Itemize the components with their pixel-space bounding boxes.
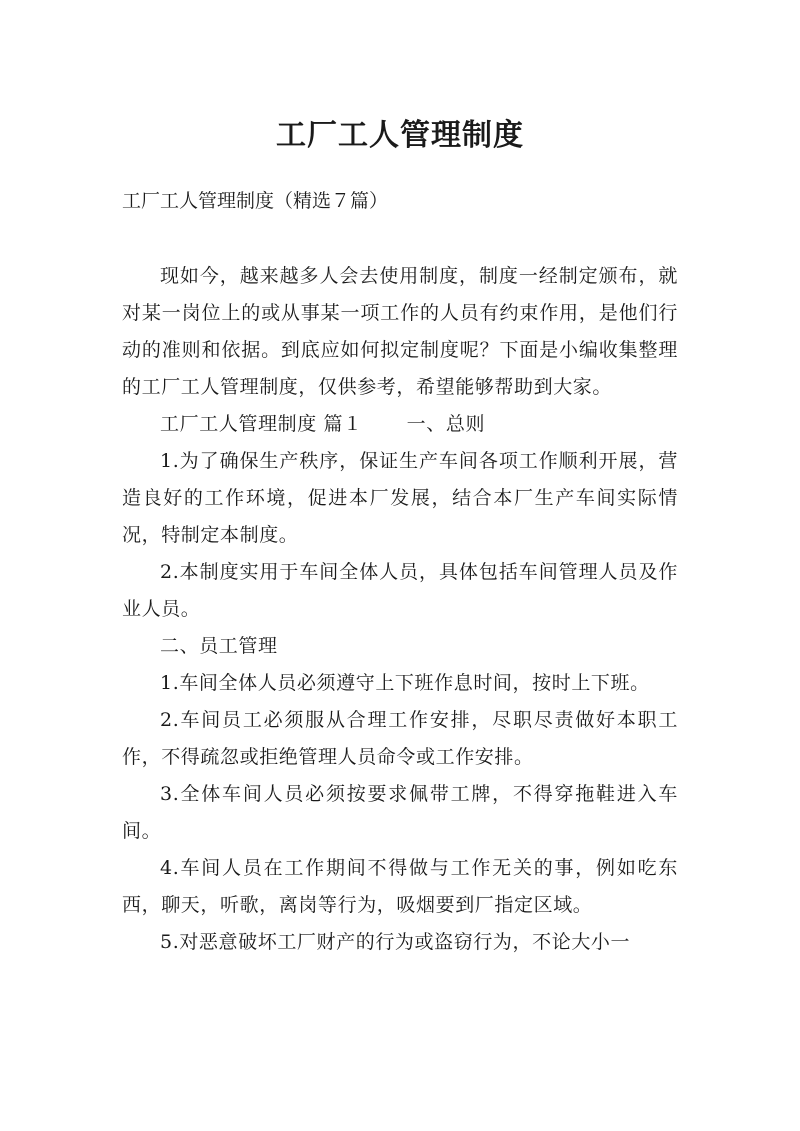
section-2-item-1: 1.车间全体人员必须遵守上下班作息时间，按时上下班。: [160, 672, 650, 694]
chapter-heading-line: [122, 406, 678, 443]
document-body: [122, 258, 678, 961]
section-2-heading: 二、员工管理: [160, 635, 278, 657]
section-1-item-1: 1.为了确保生产秩序，保证生产车间各项工作顺利开展，营造良好的工作环境，促进本厂发展，结合本厂生产车间实际情况，特制定本制度。: [122, 450, 678, 546]
section-2-item-2: 2.车间员工必须服从合理工作安排，尽职尽责做好本职工作，不得疏忽或拒绝管理人员命令或工作安排。: [122, 709, 678, 768]
document-title: 工厂工人管理制度: [276, 118, 524, 154]
chapter-label: 工厂工人管理制度 篇１: [160, 413, 363, 435]
intro-paragraph: 现如今，越来越多人会去使用制度，制度一经制定颁布，就对某一岗位上的或从事某一项工作的人员有约束作用，是他们行动的准则和依据。到底应如何拟定制度呢？下面是小编收集整理的工厂工人管理制度，仅供参考，希望能够帮助到大家。: [122, 265, 678, 398]
section-2-item-4: 4.车间人员在工作期间不得做与工作无关的事，例如吃东西，聊天，听歌，离岗等行为，吸烟要到厂指定区域。: [122, 857, 678, 916]
section-2-item-3: 3.全体车间人员必须按要求佩带工牌，不得穿拖鞋进入车间。: [122, 783, 678, 842]
section-2-item-5: 5.对恶意破坏工厂财产的行为或盗窃行为，不论大小一: [160, 931, 631, 953]
section-1-heading: 一、总则: [406, 413, 486, 435]
document-subtitle: 工厂工人管理制度（精选７篇）: [122, 190, 389, 212]
section-1-item-2: 2.本制度实用于车间全体人员，具体包括车间管理人员及作业人员。: [122, 561, 678, 620]
